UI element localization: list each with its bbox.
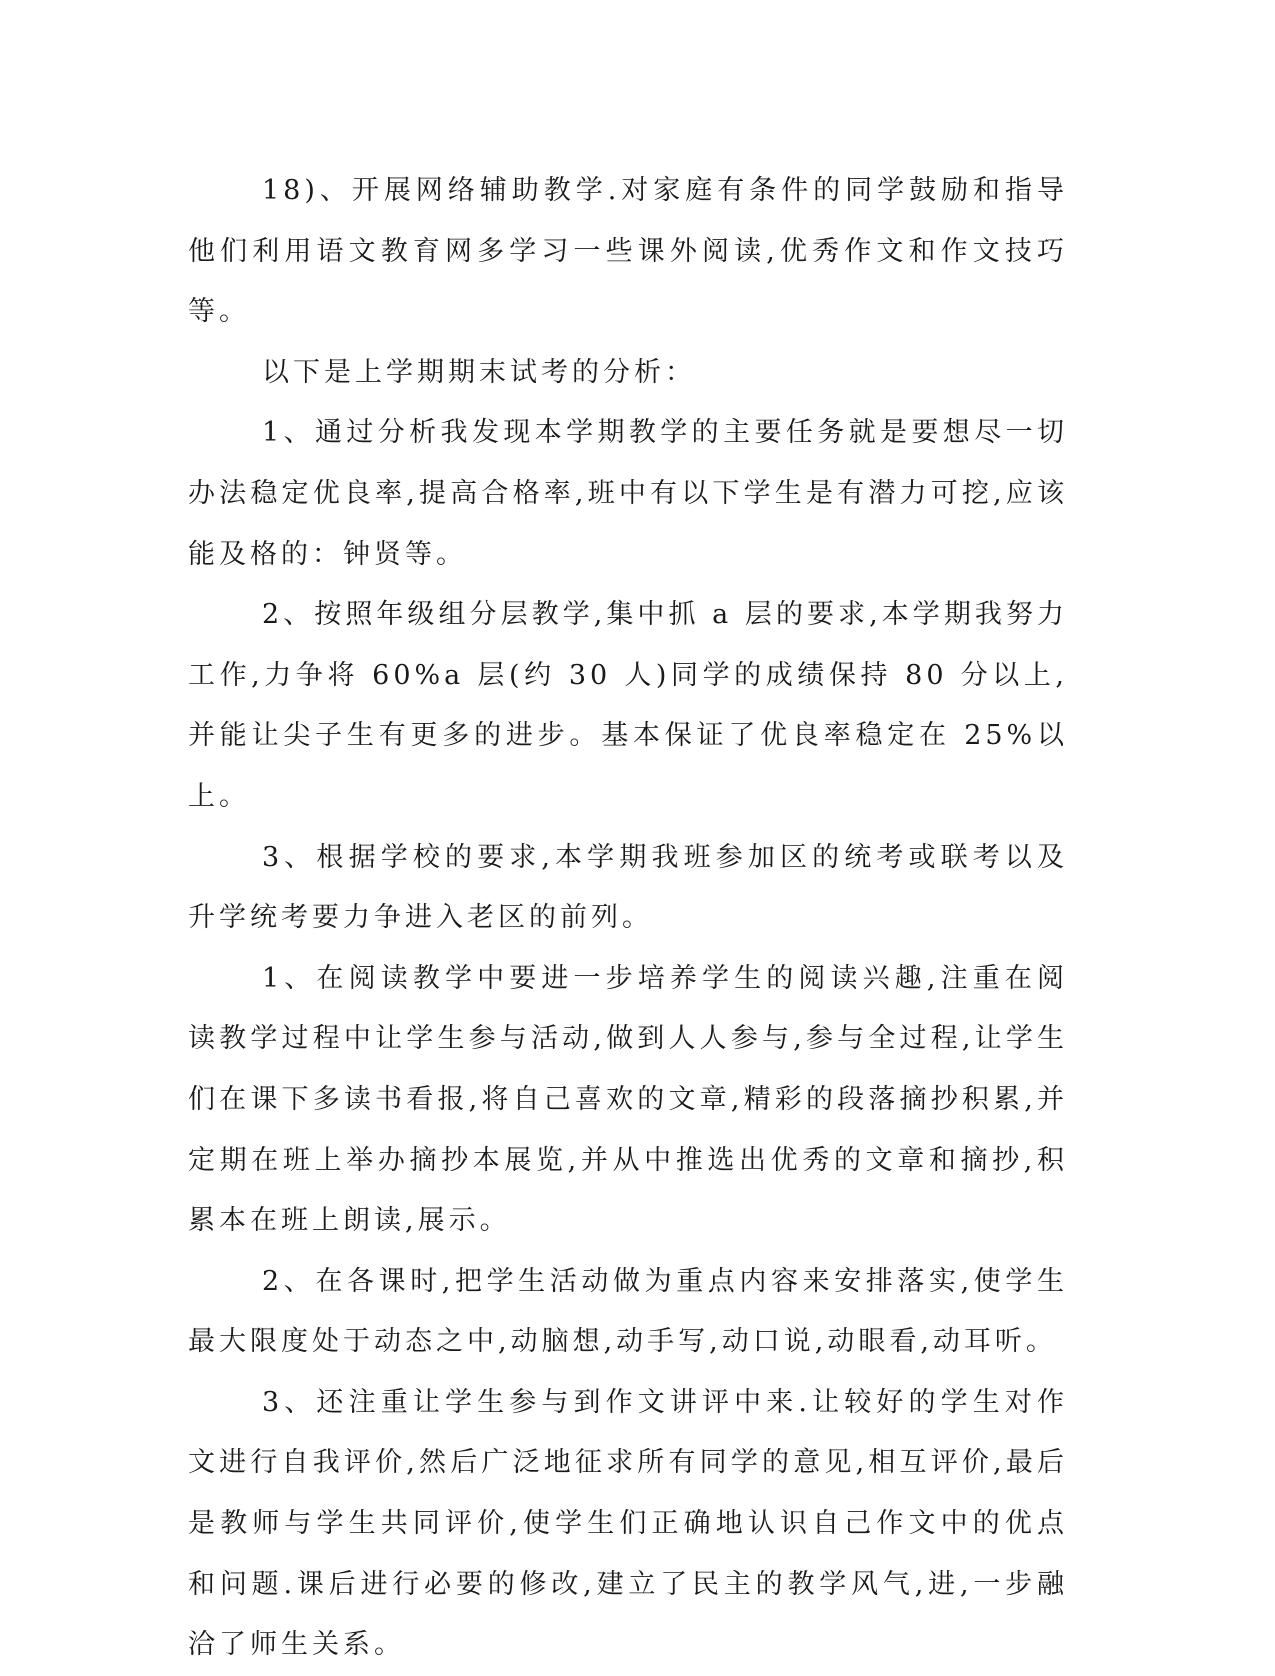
document-body: [188, 161, 1068, 1676]
paragraph-analysis-3: 3、根据学校的要求,本学期我班参加区的统考或联考以及升学统考要力争进入老区的前列。: [188, 841, 1068, 934]
paragraph-measure-2: 2、在各课时,把学生活动做为重点内容来安排落实,使学生最大限度处于动态之中,动脑想,动手写,动口说,动眼看,动耳听。: [188, 1265, 1068, 1358]
paragraph-analysis-2: 2、按照年级组分层教学,集中抓 a 层的要求,本学期我努力工作,力争将 60%a 层(约 30 人)同学的成绩保持 80 分以上,并能让尖子生有更多的进步。基本保证了优良率稳定在 25%以上。: [188, 599, 1068, 812]
paragraph-network-teaching: 18)、开展网络辅助教学.对家庭有条件的同学鼓励和指导他们利用语文教育网多学习一些课外阅读,优秀作文和作文技巧等。: [188, 175, 1068, 328]
paragraph-analysis-1: 1、通过分析我发现本学期教学的主要任务就是要想尽一切办法稳定优良率,提高合格率,班中有以下学生是有潜力可挖,应该能及格的：钟贤等。: [188, 417, 1068, 570]
paragraph-measure-3: 3、还注重让学生参与到作文讲评中来.让较好的学生对作文进行自我评价,然后广泛地征求所有同学的意见,相互评价,最后是教师与学生共同评价,使学生们正确地认识自己作文中的优点和问题.课后进行必要的修改,建立了民主的教学风气,进,一步融洽了师生关系。: [188, 1386, 1068, 1661]
paragraph-measure-1: 1、在阅读教学中要进一步培养学生的阅读兴趣,注重在阅读教学过程中让学生参与活动,做到人人参与,参与全过程,让学生们在课下多读书看报,将自己喜欢的文章,精彩的段落摘抄积累,并定期在班上举办摘抄本展览,并从中推选出优秀的文章和摘抄,积累本在班上朗读,展示。: [188, 962, 1068, 1237]
paragraph-exam-analysis-intro: 以下是上学期期末试考的分析：: [262, 356, 696, 388]
